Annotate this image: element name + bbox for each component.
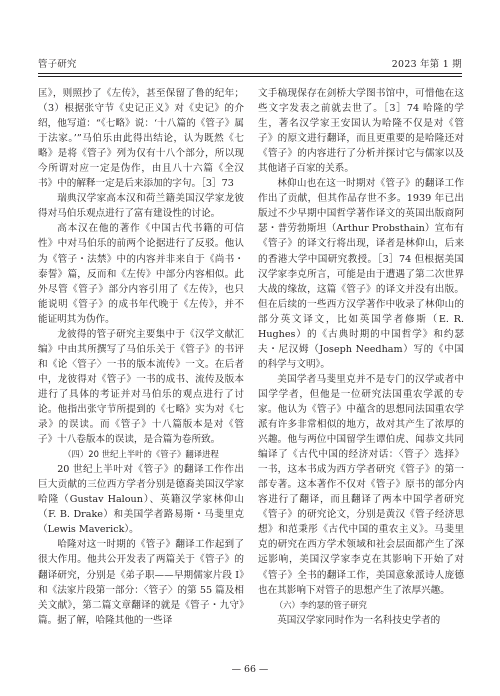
paragraph: 龙彼得的管子研究主要集中于《汉学文献汇编》中由其所撰写了马伯乐关于《管子》的书评和《论〈管子〉一书的版本流传》一文。在后者中，龙彼得对《管子》一书的成书、流传及版本进行了具体的考证并对马伯乐的观点进行了讨论。他指出张守节所提到的《七略》实为对《七录》的误读。而《管子》十八篇版本是对《管子》十八卷版本的误读，是合篇为卷所致。: [38, 328, 244, 446]
issue-label: 2023 年第 1 期: [391, 59, 462, 70]
journal-name: 管子研究: [38, 59, 77, 70]
paragraph: 20 世纪上半叶对《管子》的翻译工作作出巨大贡献的三位西方学者分别是德裔美国汉学家哈隆（Gustav Haloun）、英籍汉学家林仰山（F. B. Drake）和美国学者路易斯・马斐里克（Lewis Maverick）。: [38, 464, 244, 536]
paragraph: 哈隆对这一时期的《管子》翻译工作起到了很大作用。他共公开发表了两篇关于《管子》的翻译研究，分别是《弟子职——早期儒家片段 I》和《法家片段第一部分：〈管子〉的第 55 篇及相关文献》，第二篇文章翻译的就是《管子・九守》篇。据了解，哈隆其他的一些译: [38, 539, 244, 626]
paragraph: 匡》，则照抄了《左传》，甚至保留了鲁的纪年；（3）根据张守节《史记正义》对《史记》的介绍，他写道：“《七略》说：‘十八篇的《管子》属于法家。’”马伯乐由此得出结论，认为既然《七略》是将《管子》列为仅有十八个部分，所以现今所谓对应一定是伪作，由且八十六篇《全汉书》中的解释一定是后来添加的字句。［3］73: [38, 88, 244, 190]
paragraph: 文手稿现保存在剑桥大学图书馆中，可惜他在这些文字发表之前就去世了。［3］74 哈隆的学生，著名汉学家王安国认为哈隆不仅是对《管子》的原文进行翻译，而且更重要的是哈隆还对《管子》的内容进行了分析并探讨它与儒家以及其他诸子百家的关系。: [258, 88, 464, 175]
page-number: — 66 —: [231, 664, 269, 675]
section-heading: （六）李约瑟的管子研究: [274, 599, 367, 610]
header-rule-thin: [38, 76, 462, 77]
paragraph: 美国学者马斐里克并不是专门的汉学或者中国学学者，但他是一位研究法国重农学派的专家。他认为《管子》中蕴含的思想同法国重农学派有许多非常相似的地方，故对其产生了浓厚的兴趣。他与两位中国留学生谭伯虎、闻恭文共同编译了《古代中国的经济对话：〈管子〉选择》一书，这本书成为西方学者研究《管子》的第一部专著。这本著作不仅对《管子》原书的部分内容进行了翻译，而且翻译了两本中国学者研究《管子》的研究论文，分别是黄汉《管子经济思想》和范秉彤《古代中国的重农主义》。马斐里克的研究在西方学术领域和社会层面都产生了深远影响，美国汉学家李克在其影响下开始了对《管子》全书的翻译工作，美国意象派诗人庞德也在其影响下对管子的思想产生了浓厚兴趣。: [258, 373, 464, 596]
paragraph: 高本汉在他的著作《中国古代书籍的可信性》中对马伯乐的前两个论据进行了反驳。他认为《管子・法禁》中的内容并非来自于《尚书・泰誓》篇，反而和《左传》中部分内容相似。此外尽管《管子》部分内容引用了《左传》，也只能说明《管子》的成书年代晚于《左传》，并不能证明其为伪作。: [38, 223, 244, 325]
paragraph: 林仰山也在这一时期对《管子》的翻译工作作出了贡献，但其作品存世不多。1939 年已出版过不少早期中国哲学著作译文的英国出版商阿瑟・普劳勃斯坦（Arthur Probsthain）宣布有《管子》的译文行将出现，译者是林仰山，后来的香港大学中国研究教授。［3］74 但根据美国汉学家李克所言，可能是由于遭遇了第二次世界大战的缘故，这篇《管子》的译文并没有出版。但在后续的一些西方汉学著作中收录了林仰山的部分英文译文，比如英国学者修斯（E. R. Hughes）的《古典时期的中国哲学》和约瑟夫・尼汉姆（Joseph Needham）写的《中国的科学与文明》。: [258, 178, 464, 370]
section-heading: （四）20 世纪上半叶的《管子》翻译进程: [63, 449, 219, 460]
paragraph: 瑞典汉学家高本汉和荷兰籍美国汉学家龙彼得对马伯乐观点进行了富有建设性的讨论。: [38, 193, 244, 220]
header-rule-thick: [38, 73, 462, 74]
running-header: [38, 56, 462, 70]
left-column: [38, 86, 244, 628]
right-column: [258, 86, 464, 628]
paragraph: 英国汉学家同时作为一名科技史学者的: [277, 614, 441, 626]
